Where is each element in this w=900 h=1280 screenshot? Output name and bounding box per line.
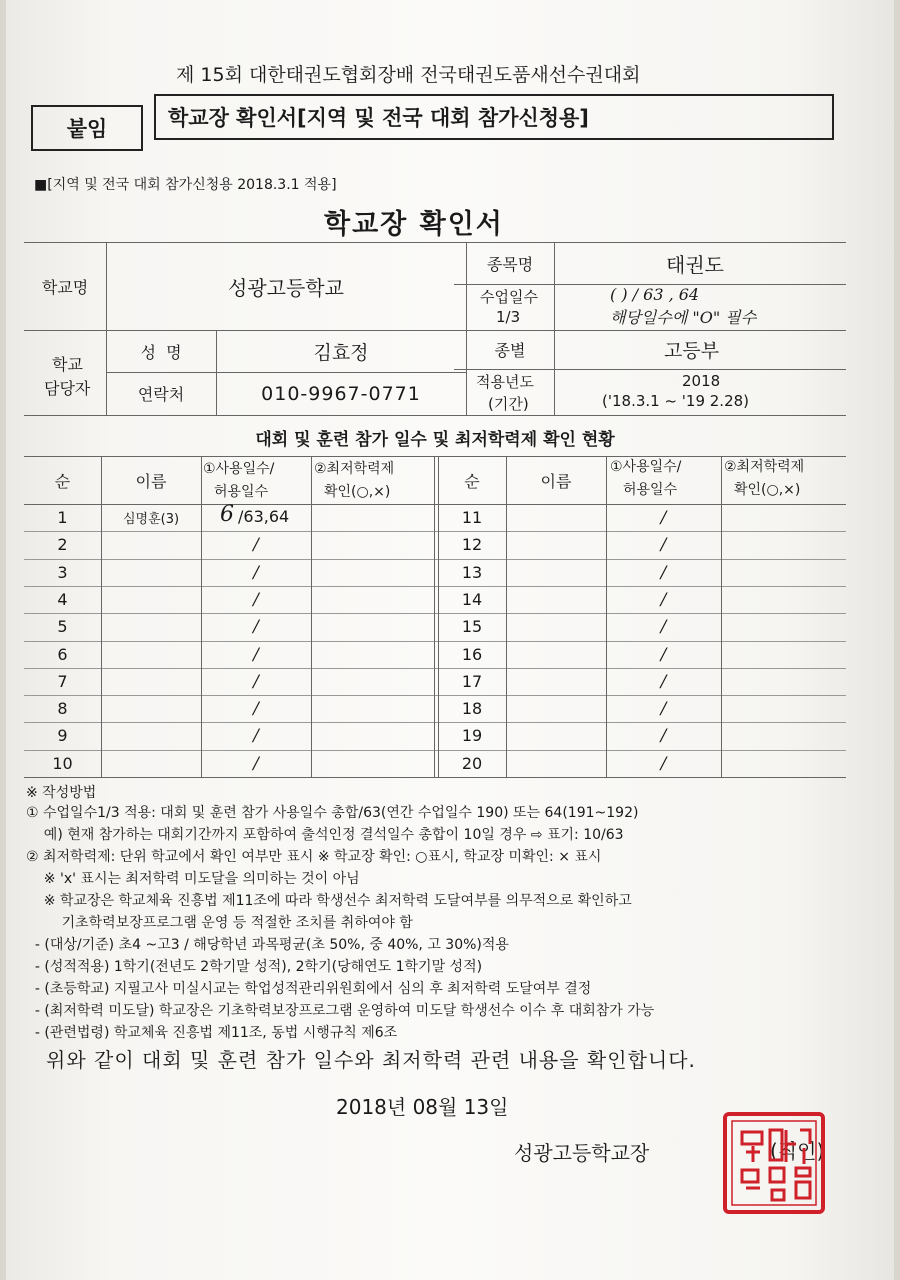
header-days-left-2: 허용일수	[214, 484, 269, 500]
row-days: /	[660, 671, 667, 692]
row-name: 심명훈(3)	[122, 512, 180, 527]
row-days: /	[253, 753, 259, 774]
row-seq: 2	[57, 535, 68, 554]
row-seq: 19	[461, 726, 483, 745]
row-seq: 17	[461, 672, 483, 691]
row-seq: 15	[461, 617, 483, 636]
banner-box	[154, 94, 834, 140]
row-days: /	[253, 698, 259, 719]
row-seq: 9	[57, 726, 68, 745]
row-seq: 7	[57, 672, 68, 691]
header-seq-left: 순	[54, 471, 71, 491]
document-title: 학교장 확인서	[324, 209, 504, 240]
attachment-tag-box	[31, 105, 143, 151]
competition-title: 제 15회 대한태권도협회장배 전국태권도품새선수권대회	[176, 64, 641, 86]
school-label: 학교명	[41, 277, 89, 297]
days-label-1: 수업일수	[480, 288, 538, 306]
row-seq: 8	[57, 699, 68, 718]
header-name-left: 이름	[135, 471, 167, 491]
header-days-right-1: ①사용일수/	[610, 459, 682, 475]
note-line: 예) 현재 참가하는 대회기간까지 포함하여 출석인정 결석일수 총합이 10일 경우 ⇨ 표기: 10/63	[26, 827, 624, 843]
row-days: /	[253, 644, 259, 665]
year-label-1: 적용년도	[476, 373, 534, 391]
row-days: /	[253, 671, 259, 692]
header-grade-left-2: 확인(○,×)	[324, 484, 391, 500]
name-label: 성 명	[140, 342, 182, 362]
seal-label: (직인)	[770, 1139, 825, 1163]
division-value: 고등부	[664, 340, 720, 362]
note-line: ※ 학교장은 학교체육 진흥법 제11조에 따라 학생선수 최저학력 도달여부를 의무적으로 확인하고	[26, 893, 632, 909]
note-line: 기초학력보장프로그램 운영 등 적절한 조치를 취하여야 함	[26, 915, 413, 931]
note-line: - (관련법령) 학교체육 진흥법 제11조, 동법 시행규칙 제6조	[26, 1025, 398, 1041]
header-grade-right-2: 확인(○,×)	[734, 482, 801, 498]
row-days: /	[660, 534, 667, 555]
row-days: /	[660, 616, 667, 637]
row-days: /	[660, 507, 667, 528]
row-seq: 16	[461, 645, 483, 664]
document-page	[6, 0, 894, 1280]
principal-name: 성광고등학교장	[514, 1141, 650, 1165]
row-seq: 5	[57, 617, 68, 636]
note-line: ② 최저학력제: 단위 학교에서 확인 여부만 표시 ※ 학교장 확인: ○표시, 학교장 미확인: × 표시	[26, 849, 602, 865]
contact-value: 010-9967-0771	[261, 382, 421, 405]
year-value-1: 2018	[682, 372, 721, 390]
school-value: 성광고등학교	[228, 275, 344, 300]
note-line: ① 수업일수1/3 적용: 대회 및 훈련 참가 사용일수 총합/63(연간 수업일수 190) 또는 64(191~192)	[26, 805, 639, 821]
school-seal-stamp	[720, 1108, 830, 1218]
division-label: 종별	[494, 341, 526, 360]
attachment-tag: 붙임	[66, 117, 108, 141]
row-days: /	[253, 562, 259, 583]
header-grade-right-1: ②최저학력제	[724, 459, 805, 475]
header-days-left-1: ①사용일수/	[203, 461, 275, 477]
header-grade-left-1: ②최저학력제	[314, 461, 395, 477]
note-line: - (초등학교) 지필고사 미실시교는 학업성적관리위원회에서 심의 후 최저학력 도달여부 결정	[26, 981, 592, 997]
row-days: /	[660, 753, 667, 774]
row-seq: 18	[461, 699, 483, 718]
row-days: /	[253, 616, 259, 637]
days-value-1: ( ) / 63 , 64	[610, 285, 700, 304]
note-line: - (최저학력 미도달) 학교장은 기초학력보장프로그램 운영하여 미도달 학생선수 이수 후 대회참가 가능	[26, 1003, 655, 1019]
year-label-2: (기간)	[488, 395, 529, 413]
section-title: 대회 및 훈련 참가 일수 및 최저학력제 확인 현황	[255, 429, 615, 450]
row-days: /	[660, 698, 667, 719]
row-seq: 20	[461, 754, 483, 773]
note-line: - (성적적용) 1학기(전년도 2학기말 성적), 2학기(당해연도 1학기말 성적)	[26, 959, 483, 975]
row-days: /	[253, 725, 259, 746]
note-line: ※ 작성방법	[26, 785, 97, 801]
confirmation-text: 위와 같이 대회 및 훈련 참가 일수와 최저학력 관련 내용을 확인합니다.	[46, 1048, 696, 1072]
row-days: /	[660, 644, 667, 665]
event-value: 태권도	[666, 252, 724, 277]
header-name-right: 이름	[540, 471, 572, 491]
row-seq: 13	[461, 563, 483, 582]
days-value-2: 해당일수에 "O" 필수	[610, 308, 757, 327]
note-line: ※ 'x' 표시는 최저학력 미도달을 의미하는 것이 아님	[26, 871, 360, 887]
row-seq: 14	[461, 590, 483, 609]
row-seq: 12	[461, 535, 483, 554]
banner-title: 학교장 확인서[지역 및 전국 대회 참가신청용]	[168, 106, 589, 130]
row-seq: 4	[57, 590, 68, 609]
header-seq-right: 순	[464, 471, 480, 491]
note-line: - (대상/기준) 초4 ~고3 / 해당학년 과목평균(초 50%, 중 40%, 고 30%)적용	[26, 937, 509, 953]
name-value: 김효정	[313, 341, 369, 364]
row-allowed-days: /63,64	[238, 507, 290, 526]
event-label: 종목명	[486, 254, 534, 274]
row-days: /	[253, 534, 259, 555]
row-days: /	[660, 589, 667, 610]
header-days-right-2: 허용일수	[623, 482, 678, 498]
row-seq: 6	[57, 645, 68, 664]
year-value-2: ('18.3.1 ~ '19 2.28)	[602, 392, 750, 410]
form-note: ■[지역 및 전국 대회 참가신청용 2018.3.1 적용]	[34, 177, 337, 193]
row-seq: 1	[57, 508, 68, 527]
issue-date: 2018년 08월 13일	[336, 1095, 509, 1119]
contact-label: 연락처	[137, 385, 185, 404]
row-seq: 10	[52, 754, 73, 773]
row-used-days: 6	[220, 502, 234, 527]
row-days: /	[253, 589, 259, 610]
manager-label-1: 학교	[52, 355, 83, 374]
manager-label-2: 담당자	[44, 379, 91, 398]
row-days: /	[660, 562, 667, 583]
days-label-2: 1/3	[496, 308, 521, 326]
row-seq: 3	[57, 563, 68, 582]
row-seq: 11	[461, 508, 483, 527]
row-days: /	[660, 725, 667, 746]
